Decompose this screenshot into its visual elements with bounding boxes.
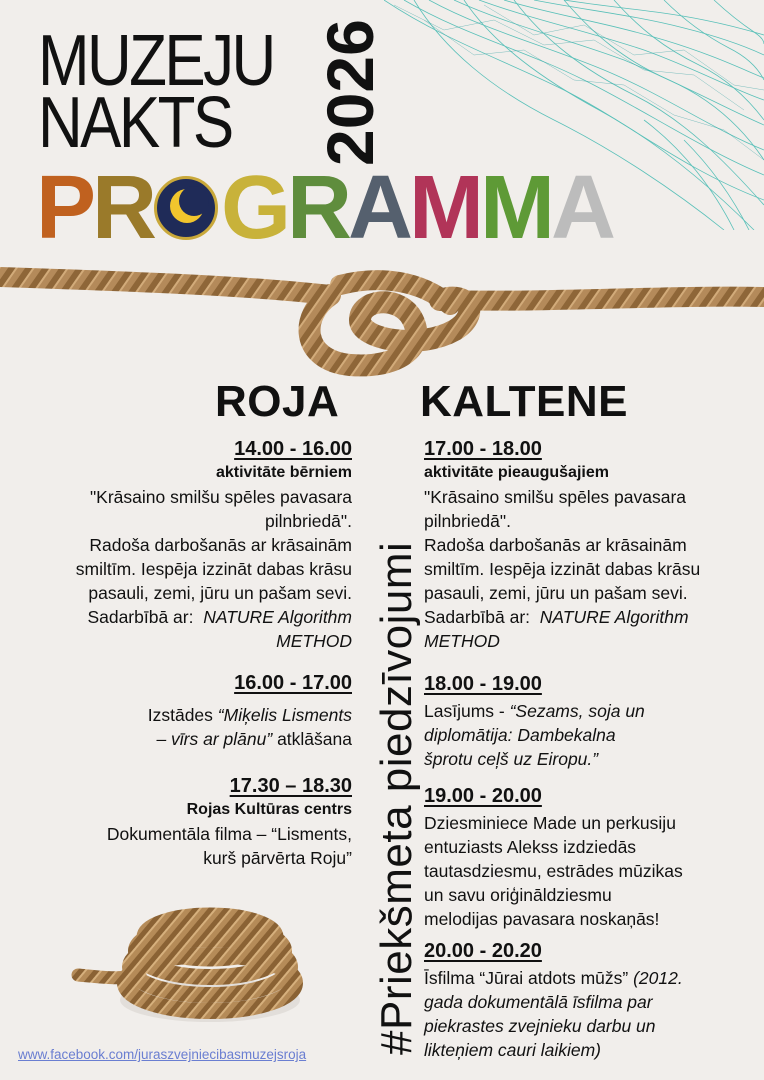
desc-text: Lasījums - (424, 701, 505, 721)
rope-coil-image (70, 905, 305, 1030)
programma-letter: P (36, 158, 93, 258)
partner-label: Sadarbībā ar: (424, 607, 531, 627)
kaltene-title: KALTENE (420, 377, 629, 426)
partner-label: Sadarbībā ar: (87, 607, 194, 627)
desc-line: entuziasts Alekss izdziedās (424, 837, 637, 857)
desc-line: Dokumentāla filma – “Lisments, (106, 824, 352, 844)
roja-title: ROJA (215, 377, 340, 426)
kaltene-event-1 (424, 438, 754, 653)
event-time: 18.00 - 19.00 (424, 673, 542, 695)
event-time: 17.00 - 18.00 (424, 438, 542, 460)
event-time: 19.00 - 20.00 (424, 785, 542, 807)
desc-line: smiltīm. Iespēja izzināt dabas krāsu (75, 559, 352, 579)
partner-name: NATURE Algorithm (203, 607, 352, 627)
desc-line: pilnbriedā". (265, 511, 352, 531)
desc-italic: likteņiem cauri laikiem) (424, 1040, 601, 1060)
event-time: 14.00 - 16.00 (234, 438, 352, 460)
event-subtitle: Rojas Kultūras centrs (186, 801, 352, 818)
rope-knot-image (0, 255, 764, 380)
event-description (424, 699, 754, 771)
desc-line: pasauli, zemi, jūru un pašam sevi. (88, 583, 352, 603)
kaltene-event-3 (424, 785, 754, 931)
desc-italic: (2012. (633, 968, 683, 988)
programma-letter: R (287, 158, 349, 258)
event-description (424, 811, 754, 931)
desc-line: "Krāsaino smilšu spēles pavasara (89, 487, 352, 507)
event-description (40, 485, 352, 653)
desc-line: kurš pārvērta Roju” (203, 848, 352, 868)
event-time: 17.30 – 18.30 (229, 775, 352, 797)
desc-line: "Krāsaino smilšu spēles pavasara (424, 487, 687, 507)
vertical-hashtag: #Priekšmeta piedzīvojumi (372, 541, 421, 1055)
desc-italic: piekrastes zvejnieku darbu un (424, 1016, 656, 1036)
desc-line: Radoša darbošanās ar krāsainām (89, 535, 352, 555)
desc-italic: “Miķelis Lisments (217, 705, 352, 725)
desc-line: smiltīm. Iespēja izzināt dabas krāsu (424, 559, 701, 579)
event-description (40, 822, 352, 870)
desc-italic: diplomātija: Dambekalna (424, 725, 616, 745)
museum-night-logo-icon (154, 176, 218, 240)
desc-text: Īsfilma “Jūrai atdots mūžs” (424, 968, 629, 988)
header-line-nakts: NAKTS (38, 83, 232, 163)
desc-italic: gada dokumentālā īsfilma par (424, 992, 653, 1012)
desc-line: un savu oriģināldziesmu (424, 885, 612, 905)
header-title-block (38, 21, 312, 163)
programma-heading (36, 158, 613, 258)
event-time: 16.00 - 17.00 (234, 672, 352, 694)
event-description (40, 703, 352, 751)
header-year: 2026 (313, 19, 387, 166)
event-description (424, 966, 754, 1062)
programma-letter: G (221, 158, 288, 258)
kaltene-event-4 (424, 940, 754, 1062)
desc-italic: šprotu ceļš uz Eiropu.” (424, 749, 599, 769)
programma-letter: A (348, 158, 410, 258)
kaltene-event-2 (424, 673, 754, 771)
desc-line: pasauli, zemi, jūru un pašam sevi. (424, 583, 688, 603)
desc-text: atklāšana (277, 729, 352, 749)
desc-text: Izstādes (147, 705, 213, 725)
desc-line: Dziesminiece Made un perkusiju (424, 813, 676, 833)
event-time: 20.00 - 20.20 (424, 940, 542, 962)
partner-name: NATURE Algorithm (539, 607, 689, 627)
partner-name: METHOD (276, 631, 352, 651)
roja-event-2 (40, 672, 352, 751)
facebook-link[interactable]: www.facebook.com/juraszvejniecibasmuzejsroja (18, 1047, 307, 1062)
desc-line: Radoša darbošanās ar krāsainām (424, 535, 687, 555)
programma-letter: M (480, 158, 552, 258)
programma-letter: R (92, 158, 154, 258)
programma-letter: A (551, 158, 613, 258)
partner-name: METHOD (424, 631, 500, 651)
desc-line: melodijas pavasara noskaņās! (424, 909, 660, 929)
desc-italic: “Sezams, soja un (509, 701, 645, 721)
event-description (424, 485, 754, 653)
event-subtitle: aktivitāte pieaugušajiem (424, 464, 609, 481)
roja-event-1 (40, 438, 352, 653)
roja-event-3 (40, 775, 352, 870)
desc-line: pilnbriedā". (424, 511, 511, 531)
programma-letter: M (409, 158, 481, 258)
event-subtitle: aktivitāte bērniem (215, 464, 352, 481)
desc-italic: – vīrs ar plānu” (156, 729, 273, 749)
desc-line: tautasdziesmu, estrādes mūzikas (424, 861, 683, 881)
header-line-muzeju: MUZEJU (38, 21, 274, 101)
